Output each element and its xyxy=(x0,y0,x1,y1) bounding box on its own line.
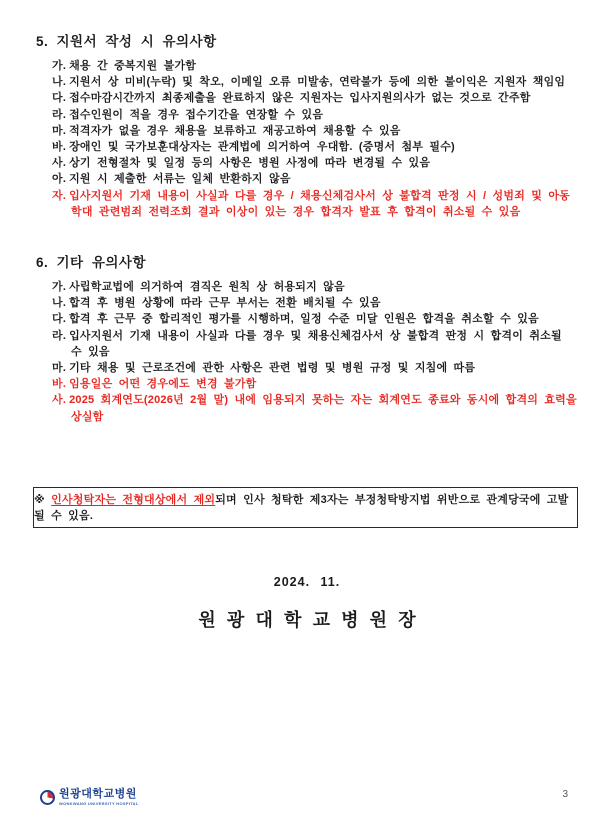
section-5-items xyxy=(52,58,578,220)
closing-date: 2024. 11. xyxy=(273,574,341,589)
list-item-warning: 사. 2025 회계연도(2026년 2월 말) 내에 임용되지 못하는 자는 회계연도 종료와 동시에 합격의 효력을 상실함 xyxy=(52,394,577,423)
notice-rest-text: 되며 인사 청탁한 제3자는 부정청탁방지법 위반으로 관계당국에 고발 될 수 있음. xyxy=(34,494,569,523)
list-item: 가. 채용 간 중복지원 불가함 xyxy=(52,60,197,72)
list-item: 아. 지원 시 제출한 서류는 일체 반환하지 않음 xyxy=(52,173,291,186)
list-item: 다. 접수마감시간까지 최종제출을 완료하지 않은 지원자는 입사지원의사가 없는 것으로 간주함 xyxy=(52,92,531,105)
list-item: 라. 접수인원이 적을 경우 접수기간을 연장할 수 있음 xyxy=(52,108,324,121)
notice-red-text: 인사청탁자는 전형대상에서 제외 xyxy=(51,494,216,507)
list-item: 바. 장애인 및 국가보훈대상자는 관계법에 의거하여 우대함. (증명서 첨부 필수) xyxy=(52,141,455,154)
list-item: 사. 상기 전형절차 및 일정 등의 사항은 병원 사정에 따라 변경될 수 있음 xyxy=(52,157,431,170)
list-item: 나. 합격 후 병원 상황에 따라 근무 부서는 전환 배치될 수 있음 xyxy=(52,297,381,310)
section-application-notes xyxy=(36,30,578,220)
notice-prefix: ※ xyxy=(34,494,52,507)
page-footer xyxy=(0,778,612,822)
list-item: 마. 적격자가 없을 경우 채용을 보류하고 재공고하여 채용할 수 있음 xyxy=(52,124,401,137)
closing-signer: 원광대학교병원장 xyxy=(198,609,427,630)
list-item-warning: 자. 입사지원서 기재 내용이 사실과 다를 경우 / 채용신체검사서 상 불합격 판정 시 / 성범죄 및 아동학대 관련범죄 전력조회 결과 이상이 있는 경우 합격자 발표 후 합격이 취소될 수 있음 xyxy=(52,189,571,218)
list-item: 마. 기타 채용 및 근로조건에 관한 사항은 관련 법령 및 병원 규정 및 지침에 따름 xyxy=(52,362,476,375)
section-5-heading: 5. 지원서 작성 시 유의사항 xyxy=(36,34,217,49)
hospital-logo xyxy=(40,789,139,806)
page-number: 3 xyxy=(562,789,568,800)
list-item: 라. 입사지원서 기재 내용이 사실과 다를 경우 및 채용신체검사서 상 불합격 판정 시 합격이 취소될 수 있음 xyxy=(52,329,562,358)
notice-box xyxy=(33,487,578,528)
hospital-emblem-icon xyxy=(40,790,55,805)
logo-english-text: WONKWANG UNIVERSITY HOSPITAL xyxy=(59,801,139,806)
list-item: 다. 합격 후 근무 중 합리적인 평가를 시행하며, 일정 수준 미달 인원은 합격을 취소할 수 있음 xyxy=(52,313,539,326)
section-other-notes xyxy=(36,251,578,425)
section-6-heading: 6. 기타 유의사항 xyxy=(36,255,147,271)
list-item: 가. 사립학교법에 의거하여 겸직은 원칙 상 허용되지 않음 xyxy=(52,281,345,294)
list-item: 나. 지원서 상 미비(누락) 및 착오, 이메일 오류 미발송, 연락불가 등에 의한 불이익은 지원자 책임임 xyxy=(52,76,566,89)
section-6-items xyxy=(52,279,578,425)
logo-korean-text: 원광대학교병원 xyxy=(59,788,137,800)
notice-text xyxy=(34,491,577,523)
list-item-warning: 바. 임용일은 어떤 경우에도 변경 불가함 xyxy=(52,378,257,391)
